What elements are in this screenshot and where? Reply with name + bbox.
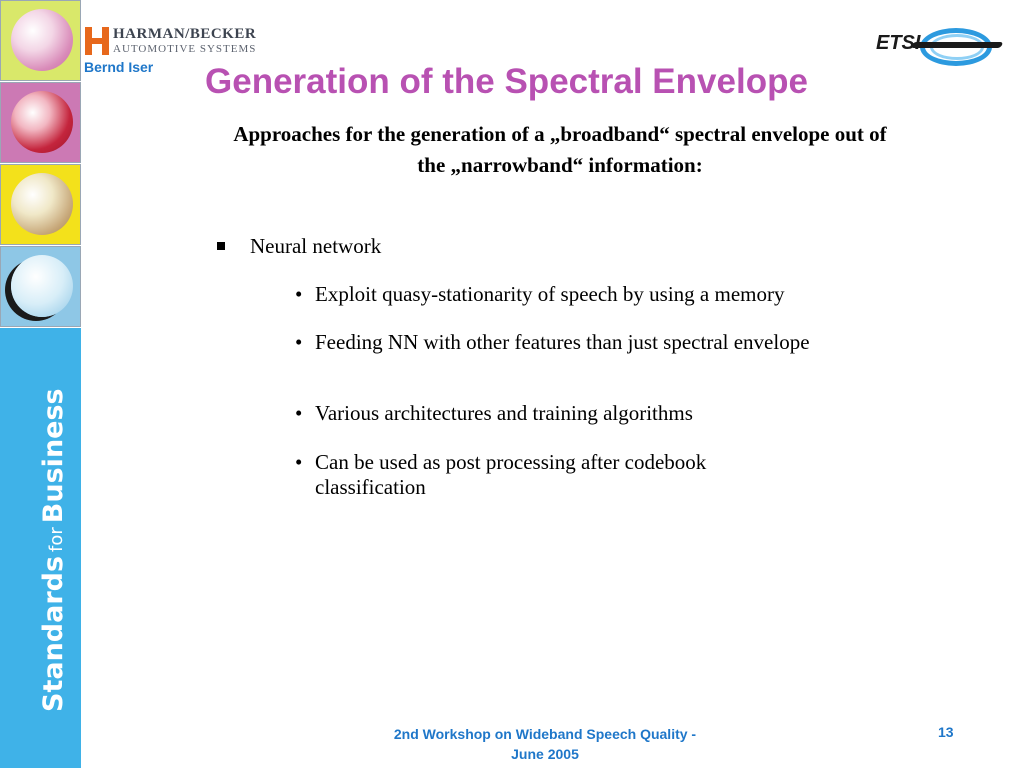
slide-subtitle: Approaches for the generation of a „broadband“ spectral envelope out of the „narrowband“ information:: [233, 122, 887, 177]
sub-bullet: [295, 330, 895, 355]
slogan-word-standards: Standards: [38, 555, 69, 712]
automotive-systems-name: AUTOMOTIVE SYSTEMS: [113, 43, 257, 55]
bullet-dot: •: [295, 330, 303, 354]
square-bullet-icon: [217, 242, 225, 250]
globe-icon: [11, 91, 73, 153]
harman-becker-logo: [85, 27, 256, 55]
harman-h-icon: [85, 27, 109, 55]
globe-icon: [11, 255, 73, 317]
bullet-dot: •: [295, 450, 303, 474]
sub-bullet-text: Exploit quasy-stationarity of speech by using a memory: [315, 282, 785, 306]
sub-bullet: [295, 450, 895, 500]
globe-tile-pink: [0, 82, 81, 163]
sub-bullet: [295, 282, 895, 307]
harman-becker-name: HARMAN/BECKER: [113, 26, 257, 42]
globe-tile-green: [0, 0, 81, 81]
sub-bullet-text: Feeding NN with other features than just spectral envelope: [315, 330, 810, 354]
footer-event: 2nd Workshop on Wideband Speech Quality - June 2005: [393, 726, 697, 762]
sidebar: [0, 0, 81, 768]
globe-tile-yellow: [0, 164, 81, 245]
page-number: 13: [938, 724, 954, 740]
etsi-swoosh-icon: [911, 42, 1004, 48]
slogan-word-business: Business: [38, 388, 69, 524]
author-name: Bernd Iser: [84, 59, 154, 75]
globe-icon: [11, 9, 73, 71]
slogan-word-for: for: [46, 527, 67, 552]
etsi-wordmark: ETSI: [876, 32, 921, 54]
globe-tile-blue: [0, 246, 81, 327]
sub-bullet-text: Can be used as post processing after codebook classification: [315, 450, 707, 499]
main-bullet-text: Neural network: [250, 234, 382, 258]
bullet-dot: •: [295, 282, 303, 306]
bullet-dot: •: [295, 401, 303, 425]
sub-bullet: [295, 401, 895, 426]
slide-title: Generation of the Spectral Envelope: [205, 62, 808, 101]
standards-for-business-slogan: [38, 388, 69, 712]
etsi-logo: [876, 26, 1006, 70]
sub-bullet-text: Various architectures and training algorithms: [315, 401, 693, 425]
globe-icon: [11, 173, 73, 235]
